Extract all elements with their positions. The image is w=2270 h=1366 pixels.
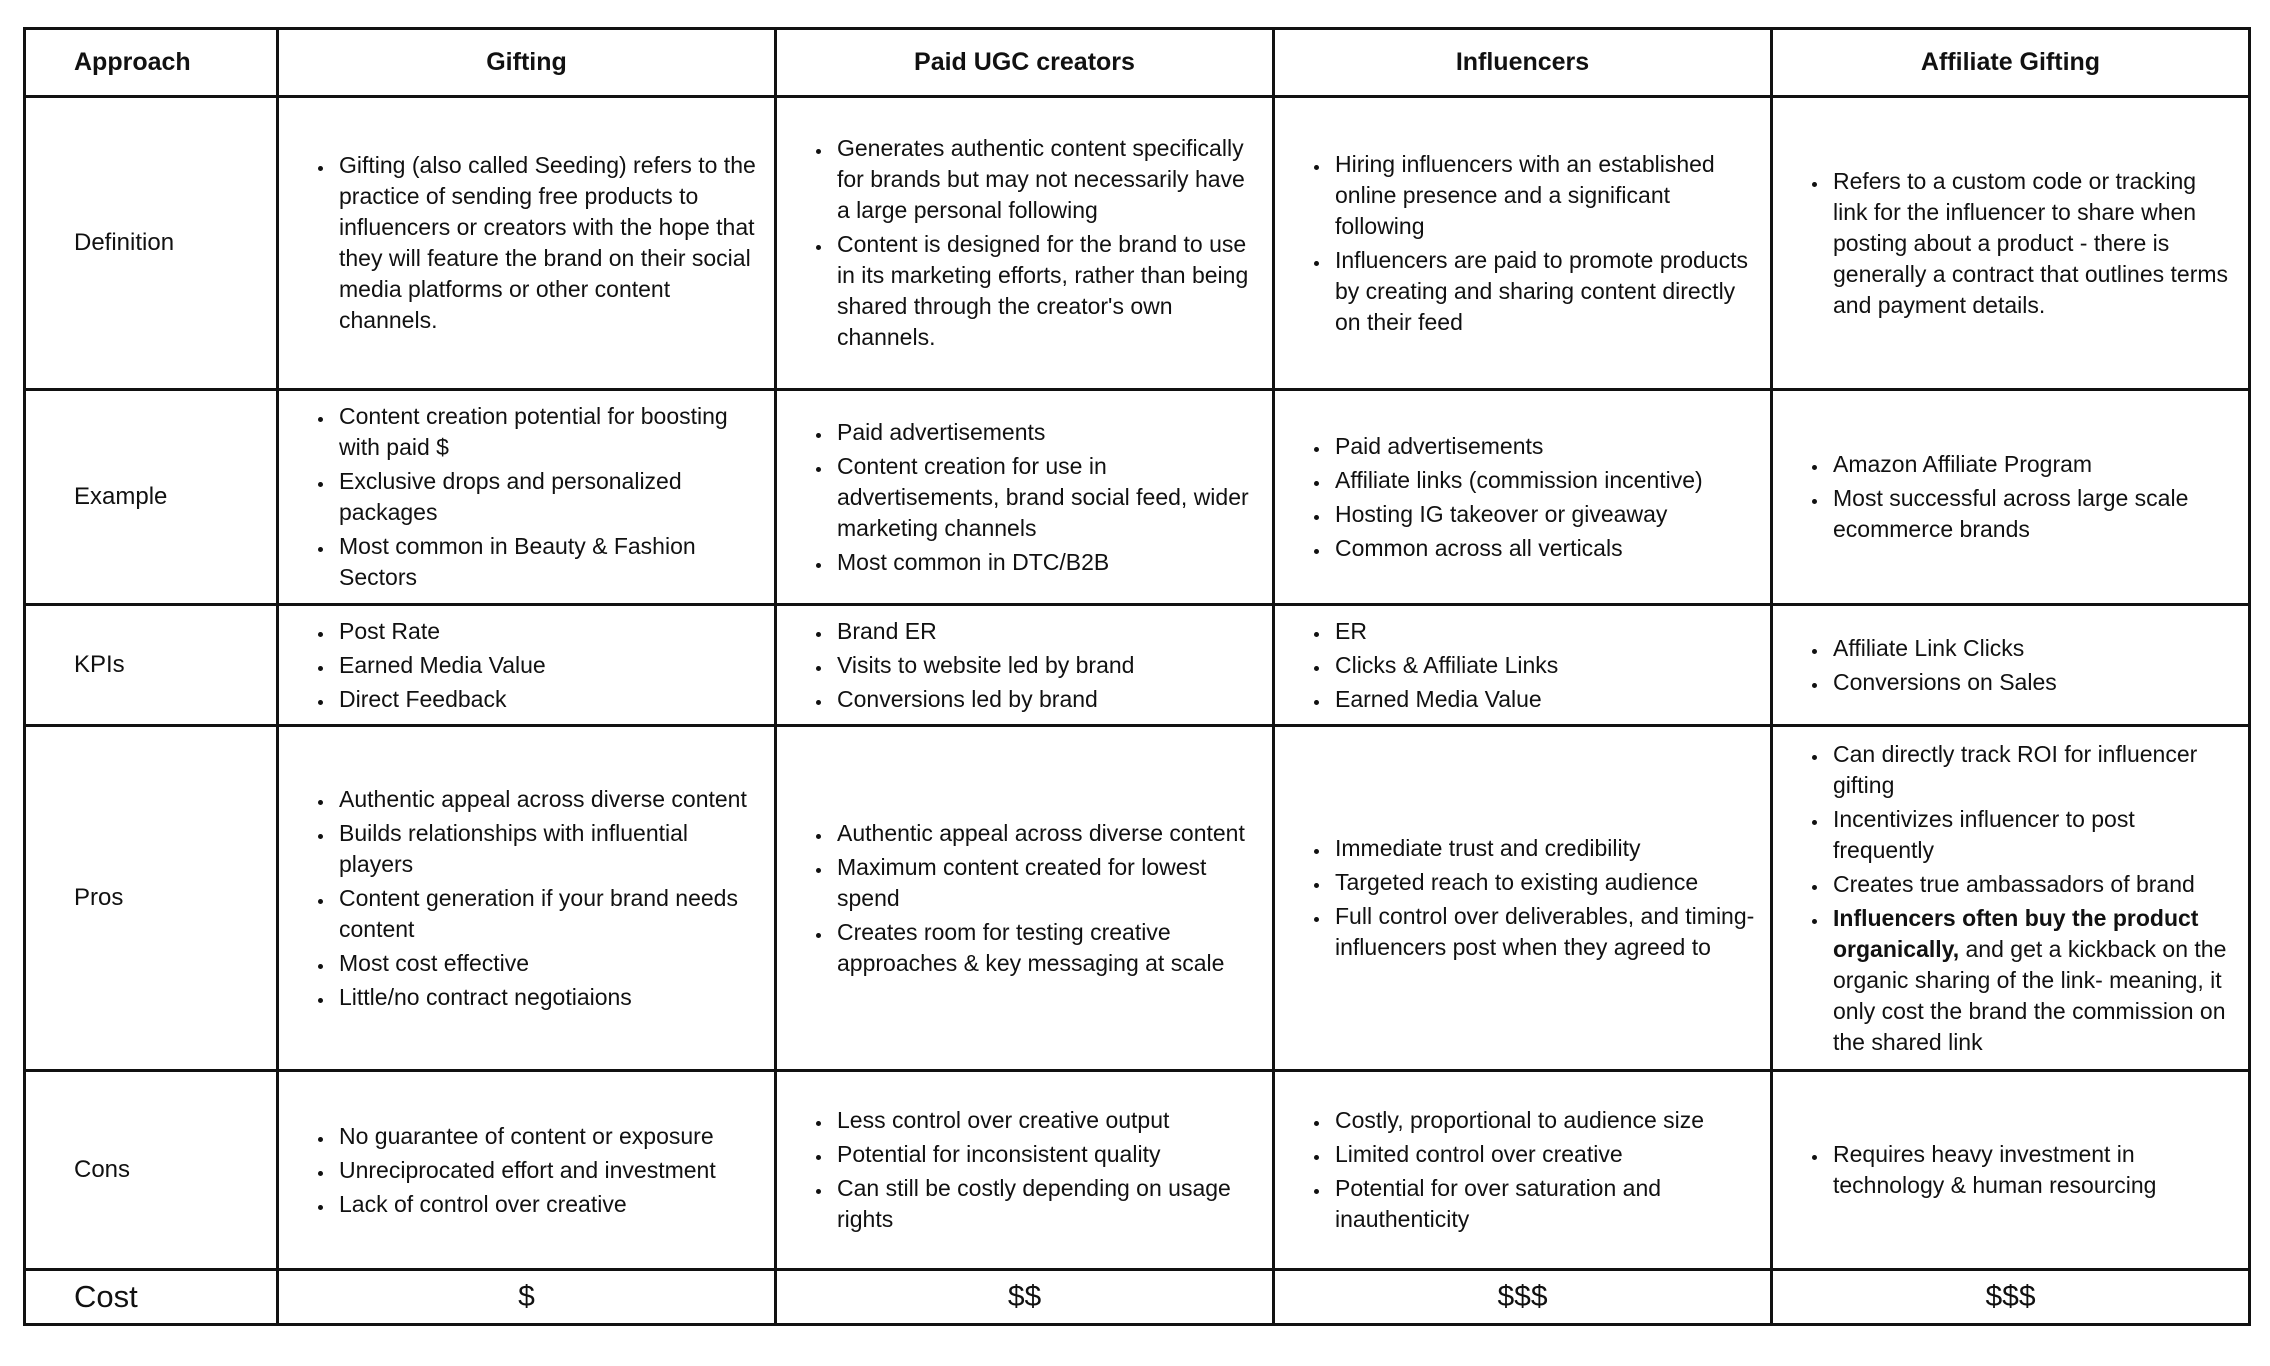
cell-kpis-ugc xyxy=(776,605,1274,726)
list-item: • Full control over deliverables, and timing- influencers post when they agreed to xyxy=(1331,901,1756,963)
row-label-cons: Cons xyxy=(25,1071,278,1270)
list-item: • Common across all verticals xyxy=(1331,533,1756,564)
cost-affiliate-gifting: $$$ xyxy=(1772,1270,2250,1325)
row-label-cost: Cost xyxy=(25,1270,278,1325)
list-item: • Most cost effective xyxy=(335,948,760,979)
list-item: • Paid advertisements xyxy=(1331,431,1756,462)
list-item: • Direct Feedback xyxy=(335,684,760,715)
cell-pros-gifting xyxy=(278,726,776,1071)
cell-example-influencers xyxy=(1274,390,1772,605)
list-item: • Earned Media Value xyxy=(1331,684,1756,715)
cell-pros-ugc xyxy=(776,726,1274,1071)
list-item: • Amazon Affiliate Program xyxy=(1829,449,2234,480)
list-item: • Targeted reach to existing audience xyxy=(1331,867,1756,898)
row-example xyxy=(25,390,2250,605)
cell-example-affiliate xyxy=(1772,390,2250,605)
cell-cons-influencers xyxy=(1274,1071,1772,1270)
list-item: • Clicks & Affiliate Links xyxy=(1331,650,1756,681)
list-item: • Affiliate Link Clicks xyxy=(1829,633,2234,664)
list-item: • Affiliate links (commission incentive) xyxy=(1331,465,1756,496)
cost-paid-ugc: $$ xyxy=(776,1270,1274,1325)
row-cons xyxy=(25,1071,2250,1270)
list-item: • Content generation if your brand needs content xyxy=(335,883,760,945)
cell-cons-ugc xyxy=(776,1071,1274,1270)
list-item: • ER xyxy=(1331,616,1756,647)
list-item: • Builds relationships with influential players xyxy=(335,818,760,880)
list-item: • Incentivizes influencer to post frequently xyxy=(1829,804,2234,866)
comparison-table xyxy=(23,27,2251,1326)
cell-example-ugc xyxy=(776,390,1274,605)
list-item: • Brand ER xyxy=(833,616,1258,647)
list-item: • Potential for over saturation and inauthenticity xyxy=(1331,1173,1756,1235)
header-gifting: Gifting xyxy=(278,29,776,97)
list-item: • Hiring influencers with an established online presence and a significant following xyxy=(1331,149,1756,242)
list-item: • No guarantee of content or exposure xyxy=(335,1121,760,1152)
list-item: • Little/no contract negotiaions xyxy=(335,982,760,1013)
list-item: • Can still be costly depending on usage rights xyxy=(833,1173,1258,1235)
list-item: • Requires heavy investment in technology & human resourcing xyxy=(1829,1139,2234,1201)
list-item: • Visits to website led by brand xyxy=(833,650,1258,681)
list-item: • Most common in DTC/B2B xyxy=(833,547,1258,578)
header-paid-ugc: Paid UGC creators xyxy=(776,29,1274,97)
row-pros xyxy=(25,726,2250,1071)
cell-example-gifting xyxy=(278,390,776,605)
list-item: • Maximum content created for lowest spend xyxy=(833,852,1258,914)
list-item xyxy=(1829,903,2234,1058)
cost-gifting: $ xyxy=(278,1270,776,1325)
row-label-definition: Definition xyxy=(25,97,278,390)
list-item: • Potential for inconsistent quality xyxy=(833,1139,1258,1170)
list-item: • Paid advertisements xyxy=(833,417,1258,448)
cell-definition-ugc xyxy=(776,97,1274,390)
list-item: • Conversions on Sales xyxy=(1829,667,2234,698)
list-item: • Post Rate xyxy=(335,616,760,647)
row-definition xyxy=(25,97,2250,390)
row-label-pros: Pros xyxy=(25,726,278,1071)
bold-lead-text: Influencers often buy the product organically, xyxy=(1833,904,2199,962)
row-label-kpis: KPIs xyxy=(25,605,278,726)
header-influencers: Influencers xyxy=(1274,29,1772,97)
cell-pros-affiliate xyxy=(1772,726,2250,1071)
list-item: • Less control over creative output xyxy=(833,1105,1258,1136)
list-item: • Immediate trust and credibility xyxy=(1331,833,1756,864)
list-item: • Influencers are paid to promote products by creating and sharing content directly on their feed xyxy=(1331,245,1756,338)
row-label-example: Example xyxy=(25,390,278,605)
cell-cons-gifting xyxy=(278,1071,776,1270)
cell-cons-affiliate xyxy=(1772,1071,2250,1270)
list-item: • Lack of control over creative xyxy=(335,1189,760,1220)
list-item: • Limited control over creative xyxy=(1331,1139,1756,1170)
cell-kpis-influencers xyxy=(1274,605,1772,726)
list-item: • Refers to a custom code or tracking link for the influencer to share when posting about a product - there is generally a contract that outlines terms and payment details. xyxy=(1829,166,2234,321)
list-item: • Gifting (also called Seeding) refers to the practice of sending free products to influencers or creators with the hope that they will feature the brand on their social media platforms or other content channels. xyxy=(335,150,760,336)
header-affiliate-gifting: Affiliate Gifting xyxy=(1772,29,2250,97)
cost-influencers: $$$ xyxy=(1274,1270,1772,1325)
header-approach: Approach xyxy=(25,29,278,97)
list-item: • Unreciprocated effort and investment xyxy=(335,1155,760,1186)
list-item: • Most successful across large scale ecommerce brands xyxy=(1829,483,2234,545)
cell-kpis-gifting xyxy=(278,605,776,726)
list-item: • Authentic appeal across diverse content xyxy=(335,784,760,815)
cell-kpis-affiliate xyxy=(1772,605,2250,726)
cell-pros-influencers xyxy=(1274,726,1772,1071)
cell-definition-gifting xyxy=(278,97,776,390)
list-item: • Creates room for testing creative approaches & key messaging at scale xyxy=(833,917,1258,979)
list-item: • Content is designed for the brand to use in its marketing efforts, rather than being shared through the creator's own channels. xyxy=(833,229,1258,353)
row-kpis xyxy=(25,605,2250,726)
list-item: • Generates authentic content specifically for brands but may not necessarily have a large personal following xyxy=(833,133,1258,226)
list-item: • Conversions led by brand xyxy=(833,684,1258,715)
cell-definition-affiliate xyxy=(1772,97,2250,390)
header-row xyxy=(25,29,2250,97)
row-cost xyxy=(25,1270,2250,1325)
list-item: • Exclusive drops and personalized packages xyxy=(335,466,760,528)
list-item: • Authentic appeal across diverse content xyxy=(833,818,1258,849)
list-item: • Earned Media Value xyxy=(335,650,760,681)
list-item: • Creates true ambassadors of brand xyxy=(1829,869,2234,900)
list-item: • Costly, proportional to audience size xyxy=(1331,1105,1756,1136)
list-item: • Content creation potential for boosting with paid $ xyxy=(335,401,760,463)
cell-definition-influencers xyxy=(1274,97,1772,390)
list-item: • Can directly track ROI for influencer gifting xyxy=(1829,739,2234,801)
list-item: • Hosting IG takeover or giveaway xyxy=(1331,499,1756,530)
list-item: • Content creation for use in advertisements, brand social feed, wider marketing channels xyxy=(833,451,1258,544)
lead-text-rest: and get a kickback on the organic sharing of the link- meaning, it only cost the brand the commission on the shared link xyxy=(1833,935,2227,1055)
list-item: • Most common in Beauty & Fashion Sectors xyxy=(335,531,760,593)
